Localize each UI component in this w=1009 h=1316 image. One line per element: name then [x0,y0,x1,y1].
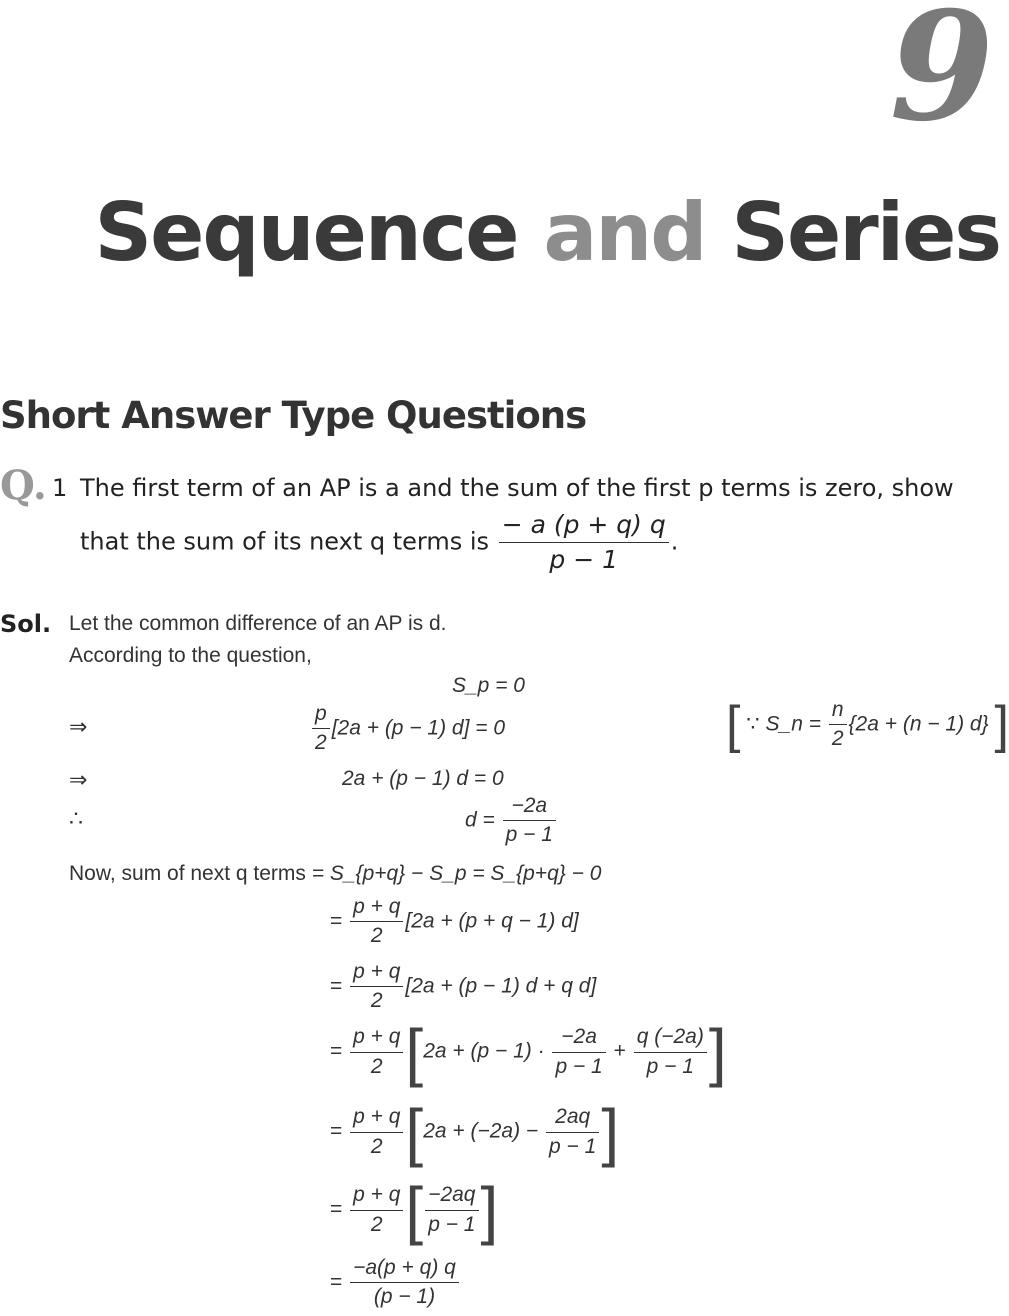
step-1-bracket: [2a + (p + q − 1) d] [405,909,579,933]
fraction-numerator: p + q [350,1023,403,1052]
fraction-minus-2aq [425,1181,478,1239]
section-heading: Short Answer Type Questions [0,394,587,437]
question-line-2-text: that the sum of its next q terms is [80,527,490,556]
equation-sum-formula [310,700,505,758]
step-5 [330,1174,499,1246]
implies-symbol-2: ⇒ [69,767,88,792]
fraction-numerator: −2a [552,1023,605,1052]
solution-label: Sol. [0,610,52,638]
equals-sign: = [330,1039,343,1063]
step-4 [330,1096,620,1168]
fraction-numerator: q (−2a) [634,1023,707,1052]
right-bracket: ] [708,1016,727,1088]
right-bracket: ] [994,695,1009,754]
fraction-p-over-2 [312,700,330,758]
step-3-term-a: 2a + (p − 1) · [423,1039,545,1063]
question-number: 1 [52,474,68,502]
fraction-denominator: 2 [370,1054,383,1078]
title-word-sequence: Sequence [94,186,518,279]
step-3 [330,1016,727,1088]
right-bracket: ] [601,1096,620,1168]
equation-d-value [465,792,558,850]
equation-sp-zero: S_p = 0 [452,674,525,697]
plus-sign: + [613,1039,626,1063]
fraction-denominator: 2 [315,731,327,755]
side-note-rhs: {2a + (n − 1) d} [848,712,989,736]
question-result-fraction [499,508,669,577]
next-terms-rhs: = S_{p+q} − S_p = S_{p+q} − 0 [311,862,602,885]
fraction-denominator: 2 [370,1212,383,1236]
question-line-1: The first term of an AP is a and the sum of the first p terms is zero, show [80,474,954,502]
fraction-pq-over-2 [350,1103,403,1161]
fraction-numerator: −2a [503,792,556,821]
chapter-title [94,185,1000,281]
solution-intro-1: Let the common difference of an AP is d. [69,612,447,635]
fraction-pq-over-2 [350,958,403,1016]
left-bracket: [ [405,1096,424,1168]
final-result [330,1254,461,1312]
chapter-number: 9 [889,0,994,155]
fraction-numerator: p + q [350,958,403,987]
fraction-pq-over-2 [350,893,403,951]
fraction-denominator: 2 [370,989,383,1013]
solution-intro-2: According to the question, [69,644,312,667]
fraction-denominator: p − 1 [555,1054,603,1078]
fraction-denominator: 2 [831,727,844,751]
d-equals: d = [465,808,495,832]
because-symbol: ∵ [746,712,760,736]
step-4-term-a: 2a + (−2a) − [423,1119,539,1143]
fraction-numerator: −2aq [425,1181,478,1210]
question-line-2 [80,508,678,577]
fraction-pq-over-2 [350,1181,403,1239]
fraction-numerator: p [312,700,330,729]
side-note-lhs: S_n = [765,712,821,736]
next-terms-line [69,862,601,886]
fraction-numerator: p + q [350,893,403,922]
next-terms-label: Now, sum of next q terms [69,862,306,885]
equation-linear: 2a + (p − 1) d = 0 [342,767,504,790]
equation-bracket-term: [2a + (p − 1) d] = 0 [331,716,506,740]
fraction-numerator: − a (p + q) q [499,508,669,543]
fraction-d-value [503,792,556,850]
fraction-minus-2a [552,1023,605,1081]
fraction-n-over-2 [829,696,847,754]
fraction-denominator: 2 [370,924,383,948]
fraction-denominator: p − 1 [549,1134,597,1158]
fraction-2aq [546,1103,599,1161]
fraction-final [350,1254,459,1312]
fraction-numerator: 2aq [546,1103,599,1132]
fraction-denominator: p − 1 [428,1212,476,1236]
left-bracket: [ [726,695,741,754]
fraction-pq-over-2 [350,1023,403,1081]
fraction-denominator: (p − 1) [373,1285,436,1309]
title-word-and: and [543,186,706,279]
step-2-bracket: [2a + (p − 1) d + q d] [405,974,597,998]
fraction-numerator: p + q [350,1181,403,1210]
formula-side-note [726,696,1009,754]
equals-sign: = [330,909,343,933]
question-marker: Q. [0,462,47,509]
question-period: . [670,527,679,556]
fraction-denominator: p − 1 [505,823,553,847]
fraction-numerator: p + q [350,1103,403,1132]
fraction-denominator: p − 1 [646,1054,694,1078]
right-bracket: ] [480,1174,499,1246]
equals-sign: = [330,974,343,998]
equals-sign: = [330,1119,343,1143]
left-bracket: [ [405,1016,424,1088]
fraction-denominator: p − 1 [549,544,619,574]
therefore-symbol: ∴ [69,806,83,831]
step-1 [330,893,579,951]
implies-symbol: ⇒ [69,714,88,739]
step-2 [330,958,596,1016]
title-word-series: Series [731,186,1000,279]
left-bracket: [ [405,1174,424,1246]
fraction-q-minus-2a [634,1023,707,1081]
equals-sign: = [330,1197,343,1221]
equals-sign: = [330,1270,343,1294]
fraction-numerator: n [829,696,847,725]
fraction-numerator: −a(p + q) q [350,1254,459,1283]
fraction-denominator: 2 [370,1134,383,1158]
